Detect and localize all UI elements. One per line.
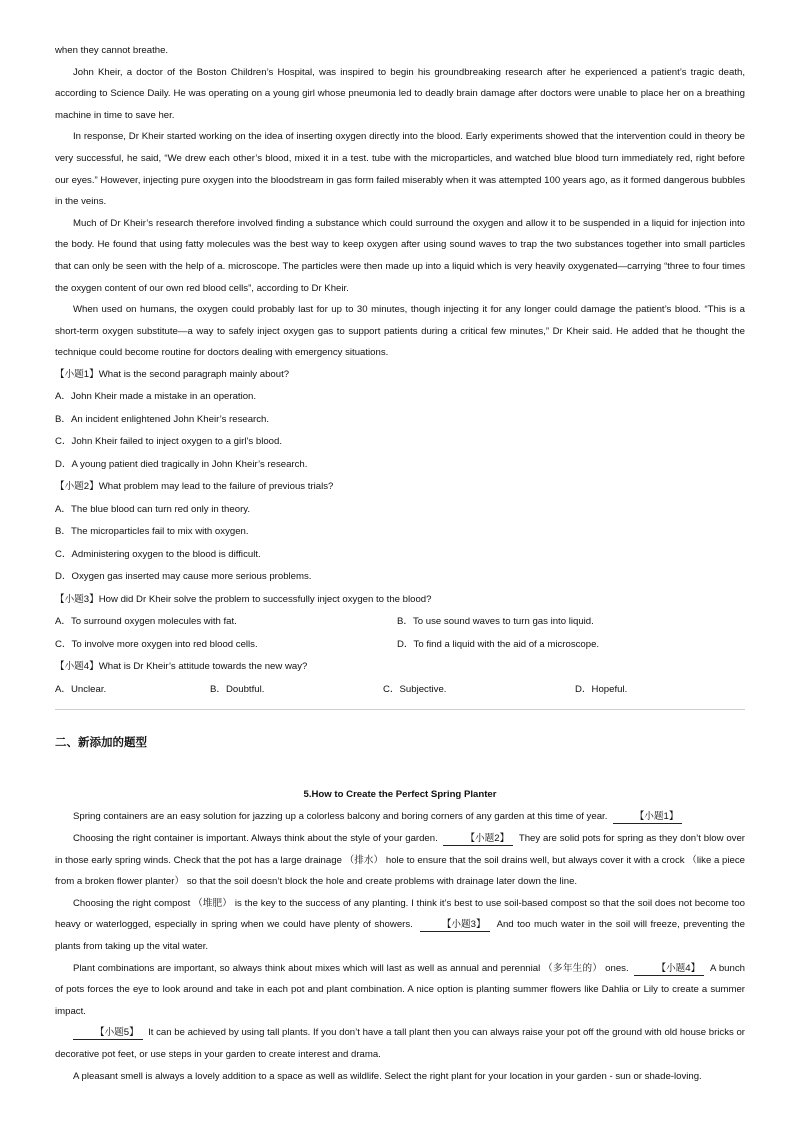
option-c: C．To involve more oxygen into red blood cells. [55,638,258,650]
question-3 [55,589,745,657]
option-b: B．To use sound waves to turn gas into liquid. [397,616,594,628]
passage-title: 5.How to Create the Perfect Spring Planter [303,789,497,801]
planter-paragraph-4 [55,958,745,1023]
option-d: D．Oxygen gas inserted may cause more serious problems. [55,571,312,583]
planter-paragraph-2 [55,828,745,893]
option-c: C．Administering oxygen to the blood is difficult. [55,548,261,560]
option-b: B．The microparticles fail to mix with oxygen. [55,526,249,538]
passage-paragraph-2: In response, Dr Kheir started working on the idea of inserting oxygen directly into the blood. Early experiments showed that the intervention could in theory be very successful, he said, “We drew each other’s blood, mixed it in a test. tube with the microparticles, and watched blue blood turn immediately red, right before our eyes.” However, injecting pure oxygen into the bloodstream in gas form failed miserably when it was attempted 100 years ago, as it formed dangerous bubbles in the veins. [55,131,745,208]
question-stem: 【小题1】What is the second paragraph mainly about? [55,368,290,380]
question-stem: 【小题4】What is Dr Kheir’s attitude towards the new way? [55,661,308,673]
blank-5[interactable]: 【小题5】 [73,1027,143,1040]
option-b: B．Doubtful. [210,683,265,695]
section-heading: 二、新添加的题型 [55,735,147,750]
paragraph-text: A bunch of pots forces the eye to look around and take in each pot and plant combination. A nice option is planting summer flowers like Dahlia or Lily to create a summer impact. [55,962,745,1017]
passage-paragraph-3: Much of Dr Kheir’s research therefore involved finding a substance which could surround the oxygen and allow it to be suspended in a liquid for injection into the body. He found that using fatty molecules was the best way to keep oxygen after using sound waves to trap the two substances together into small particles that can only be seen with the help of a. microscope. The particles were then made up into a liquid which is very heavily oxygenated—carrying “three to four times the oxygen content of our own red blood cells”, according to Dr Kheir. [55,217,745,294]
question-1 [55,364,745,477]
passage-line: when they cannot breathe. [55,45,169,56]
option-c: C．John Kheir failed to inject oxygen to a girl’s blood. [55,436,283,448]
question-2 [55,476,745,589]
option-b: B．An incident enlightened John Kheir’s research. [55,413,270,425]
paragraph-text: Spring containers are an easy solution for jazzing up a colorless balcony and boring corners of any garden at this time of year. [73,811,608,823]
options-row [55,679,745,702]
blank-1[interactable]: 【小题1】 [613,811,683,824]
planter-paragraph-3 [55,893,745,958]
blank-3[interactable]: 【小题3】 [420,919,490,932]
paragraph-text: They are solid pots for spring as they don’t blow over in those early spring winds. Check that the pot has a large drainage （排水） hole to ensure that the soil drains well, but always cover it with a crock （like a piece from a broken flower planter） so that the soil doesn’t block the hole and create problems with drainage later down the line. [55,833,745,888]
options-row [55,634,745,657]
planter-paragraph-6: A pleasant smell is always a lovely addition to a space as well as wildlife. Select the right plant for your location in your garden - sun or shade-loving. [73,1070,702,1082]
blank-4[interactable]: 【小题4】 [634,963,704,976]
option-a: A．Unclear. [55,683,107,695]
paragraph-text: It can be achieved by using tall plants. If you don’t have a tall plant then you can always raise your pot off the ground with old house bricks or decorative pot feet, or use steps in your garden to create interest and drama. [55,1027,745,1060]
paragraph-text: Choosing the right compost （堆肥） is the key to the success of any planting. I think it’s best to use soil-based compost so that the soil does not become too heavy or waterlogged, especially in spring when we could have plenty of showers. [55,897,745,931]
option-a: A．To surround oxygen molecules with fat. [55,616,237,628]
paragraph-text: Choosing the right container is important. Always think about the style of your garden. [73,833,438,844]
question-4 [55,656,745,701]
option-c: C．Subjective. [383,683,447,695]
paragraph-text: Plant combinations are important, so always think about mixes which will last as well as annual and perennial （多年生的） ones. [73,962,629,974]
option-a: A．John Kheir made a mistake in an operation. [55,391,257,403]
document-page [55,40,745,1087]
passage-paragraph-1: John Kheir, a doctor of the Boston Children’s Hospital, was inspired to begin his groundbreaking research after he experienced a patient’s tragic death, according to Science Daily. He was operating on a young girl whose pneumonia led to deadly brain damage after doctors were unable to place her on a breathing machine in time to save her. [55,66,745,121]
blank-2[interactable]: 【小题2】 [443,833,513,846]
question-stem: 【小题3】How did Dr Kheir solve the problem to successfully inject oxygen to the blood? [55,593,432,605]
option-d: D．A young patient died tragically in John Kheir’s research. [55,458,308,470]
options-row [55,611,745,634]
option-d: D．Hopeful. [575,683,628,695]
question-stem: 【小题2】What problem may lead to the failure of previous trials? [55,481,334,493]
option-a: A．The blue blood can turn red only in theory. [55,503,251,515]
section-divider [55,709,745,710]
planter-paragraph-1 [55,806,745,828]
planter-paragraph-5 [55,1022,745,1065]
paragraph-text: And too much water in the soil will freeze, preventing the plants from taking up the vital water. [55,919,745,952]
passage-paragraph-4: When used on humans, the oxygen could probably last for up to 30 minutes, though injecting it for any longer could damage the patient’s blood. “This is a short-term oxygen substitute—a way to safely inject oxygen gas to support patients during a critical few minutes,” Dr Kheir said. He added that he thought the technique could become routine for doctors dealing with emergency situations. [55,304,745,359]
option-d: D．To find a liquid with the aid of a microscope. [397,638,600,650]
